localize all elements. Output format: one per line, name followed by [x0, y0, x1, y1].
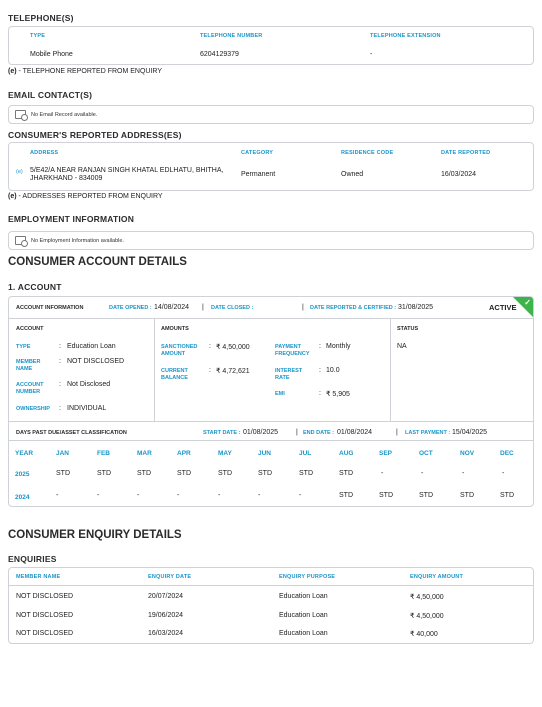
divider: [390, 318, 391, 421]
col-header: ENQUIRY AMOUNT: [410, 574, 464, 580]
enquiry-date: 20/07/2024: [148, 593, 184, 600]
employment-box: [8, 231, 534, 250]
rate-label: INTEREST RATE: [275, 368, 303, 381]
col-header: CATEGORY: [241, 150, 274, 156]
balance-label: CURRENT BALANCE: [161, 368, 188, 381]
telephone-note: (e) - TELEPHONE REPORTED FROM ENQUIRY: [8, 68, 163, 75]
dpd-cell: STD: [339, 470, 353, 477]
colon: :: [209, 343, 211, 350]
phone-number: 6204129379: [200, 51, 239, 58]
separator: |: [396, 429, 398, 436]
start-date: 01/08/2025: [243, 429, 279, 436]
address-residence-code: Owned: [341, 171, 364, 178]
dpd-cell: -: [56, 492, 59, 499]
col-header: TELEPHONE NUMBER: [200, 33, 263, 39]
separator: |: [302, 304, 304, 311]
ownership-value: INDIVIDUAL: [67, 405, 107, 412]
dpd-year: 2025: [15, 471, 30, 478]
dpd-cell: -: [299, 492, 302, 499]
enquiry-amount: ₹ 4,50,000: [410, 613, 444, 620]
telephones-title: TELEPHONE(S): [8, 13, 74, 23]
divider: [154, 318, 155, 421]
info-icon: [15, 236, 26, 245]
employment-empty-text: No Employment Information available.: [31, 238, 124, 244]
address-line2: JHARKHAND - 834009: [30, 175, 103, 182]
dpd-label: DAYS PAST DUE/ASSET CLASSIFICATION: [16, 430, 127, 436]
sanctioned-value: ₹ 4,50,000: [216, 344, 250, 351]
end-date: 01/08/2024: [337, 429, 373, 436]
month-header: YEAR: [15, 450, 34, 457]
address-category: Permanent: [241, 171, 276, 178]
month-header: JUL: [299, 450, 312, 457]
dpd-cell: STD: [218, 470, 232, 477]
separator: |: [202, 304, 204, 311]
address-date-reported: 16/03/2024: [441, 171, 477, 178]
month-header: JAN: [56, 450, 70, 457]
month-header: OCT: [419, 450, 433, 457]
dpd-cell: STD: [339, 492, 353, 499]
enquiries-table: [8, 567, 534, 644]
status-value: NA: [397, 343, 407, 350]
col-header: ADDRESS: [30, 150, 59, 156]
divider: [9, 585, 533, 586]
dpd-cell: -: [97, 492, 100, 499]
dpd-year: 2024: [15, 494, 30, 501]
dpd-cell: STD: [500, 492, 514, 499]
address-note: (e) - ADDRESSES REPORTED FROM ENQUIRY: [8, 193, 163, 200]
dpd-cell: -: [177, 492, 180, 499]
col-header: TYPE: [30, 33, 46, 39]
start-date-label: START DATE :: [203, 430, 241, 436]
dpd-cell: STD: [299, 470, 313, 477]
end-date-label: END DATE :: [303, 430, 335, 436]
enquiry-date: 19/06/2024: [148, 612, 184, 619]
dpd-cell: STD: [258, 470, 272, 477]
colon: :: [209, 367, 211, 374]
date-opened-label: DATE OPENED :: [109, 305, 152, 311]
month-header: AUG: [339, 450, 354, 457]
enquiry-amount: ₹ 40,000: [410, 631, 438, 638]
divider: [9, 318, 533, 319]
dpd-cell: STD: [379, 492, 393, 499]
enquiry-purpose: Education Loan: [279, 593, 328, 600]
enquiry-purpose: Education Loan: [279, 612, 328, 619]
date-reported: 31/08/2025: [398, 304, 434, 311]
status-badge: ACTIVE: [489, 303, 517, 312]
enquiry-purpose: Education Loan: [279, 630, 328, 637]
separator: |: [296, 429, 298, 436]
col-header: ENQUIRY DATE: [148, 574, 192, 580]
emi-label: EMI: [275, 391, 285, 397]
info-icon: [15, 110, 26, 119]
enquiry-member: NOT DISCLOSED: [16, 630, 74, 637]
email-empty-text: No Email Record available.: [31, 112, 98, 118]
dpd-cell: -: [502, 470, 505, 477]
month-header: SEP: [379, 450, 393, 457]
address-line1: 5/E42/A NEAR RANJAN SINGH KHATAL EDLHATU, BHITHA,: [30, 167, 224, 174]
month-header: FEB: [97, 450, 110, 457]
employment-title: EMPLOYMENT INFORMATION: [8, 214, 135, 224]
account-details-title: CONSUMER ACCOUNT DETAILS: [8, 256, 187, 268]
dpd-cell: STD: [56, 470, 70, 477]
frequency-value: Monthly: [326, 343, 351, 350]
dpd-cell: -: [218, 492, 221, 499]
dpd-cell: STD: [419, 492, 433, 499]
date-opened: 14/08/2024: [154, 304, 190, 311]
check-icon: ✓: [524, 298, 531, 307]
addresses-table: [8, 142, 534, 191]
col-header: RESIDENCE CODE: [341, 150, 394, 156]
dpd-cell: STD: [177, 470, 191, 477]
dpd-cell: STD: [97, 470, 111, 477]
member-value: NOT DISCLOSED: [67, 358, 125, 365]
account-info-label: ACCOUNT INFORMATION: [16, 305, 84, 311]
email-title: EMAIL CONTACT(S): [8, 90, 93, 100]
enquiry-mark: (e): [16, 169, 23, 175]
telephones-table: [8, 26, 534, 65]
email-box: [8, 105, 534, 124]
col-header: DATE REPORTED: [441, 150, 491, 156]
frequency-label: PAYMENT FREQUENCY: [275, 344, 310, 357]
phone-type: Mobile Phone: [30, 51, 73, 58]
col-header: TELEPHONE EXTENSION: [370, 33, 441, 39]
last-payment: 15/04/2025: [452, 429, 488, 436]
sanctioned-label: SANCTIONED AMOUNT: [161, 344, 198, 357]
month-header: APR: [177, 450, 191, 457]
colon: :: [319, 367, 321, 374]
date-reported-label: DATE REPORTED & CERTIFIED :: [310, 305, 397, 311]
date-closed-label: DATE CLOSED :: [211, 305, 254, 311]
type-label: TYPE: [16, 344, 31, 350]
colon: :: [319, 390, 321, 397]
month-header: NOV: [460, 450, 475, 457]
rate-value: 10.0: [326, 367, 340, 374]
balance-value: ₹ 4,72,621: [216, 368, 250, 375]
col-account: ACCOUNT: [16, 326, 44, 332]
emi-value: ₹ 5,905: [326, 391, 350, 398]
col-header: ENQUIRY PURPOSE: [279, 574, 336, 580]
enquiries-subtitle: ENQUIRIES: [8, 554, 57, 564]
member-label: MEMBER NAME: [16, 359, 41, 372]
account-number-label: ACCOUNT NUMBER: [16, 382, 44, 395]
type-value: Education Loan: [67, 343, 116, 350]
col-status: STATUS: [397, 326, 419, 332]
enquiry-details-title: CONSUMER ENQUIRY DETAILS: [8, 529, 182, 541]
account-number-value: Not Disclosed: [67, 381, 111, 388]
col-header: MEMBER NAME: [16, 574, 61, 580]
colon: :: [319, 343, 321, 350]
dpd-cell: -: [462, 470, 465, 477]
dpd-cell: -: [258, 492, 261, 499]
colon: :: [59, 358, 61, 365]
month-header: DEC: [500, 450, 514, 457]
divider: [9, 440, 533, 441]
divider: [9, 421, 533, 422]
phone-extension: -: [370, 51, 373, 58]
enquiry-date: 16/03/2024: [148, 630, 184, 637]
colon: :: [59, 405, 61, 412]
colon: :: [59, 381, 61, 388]
month-header: MAY: [218, 450, 232, 457]
colon: :: [59, 343, 61, 350]
last-payment-label: LAST PAYMENT :: [405, 430, 451, 436]
month-header: JUN: [258, 450, 272, 457]
dpd-cell: STD: [137, 470, 151, 477]
month-header: MAR: [137, 450, 152, 457]
dpd-cell: -: [421, 470, 424, 477]
account-subtitle: 1. ACCOUNT: [8, 282, 62, 292]
ownership-label: OWNERSHIP: [16, 406, 50, 412]
enquiry-amount: ₹ 4,50,000: [410, 594, 444, 601]
dpd-cell: STD: [460, 492, 474, 499]
enquiry-member: NOT DISCLOSED: [16, 612, 74, 619]
enquiry-member: NOT DISCLOSED: [16, 593, 74, 600]
account-card: [8, 296, 534, 507]
dpd-cell: -: [137, 492, 140, 499]
dpd-cell: -: [381, 470, 384, 477]
col-amounts: AMOUNTS: [161, 326, 189, 332]
addresses-title: CONSUMER'S REPORTED ADDRESS(ES): [8, 130, 182, 140]
